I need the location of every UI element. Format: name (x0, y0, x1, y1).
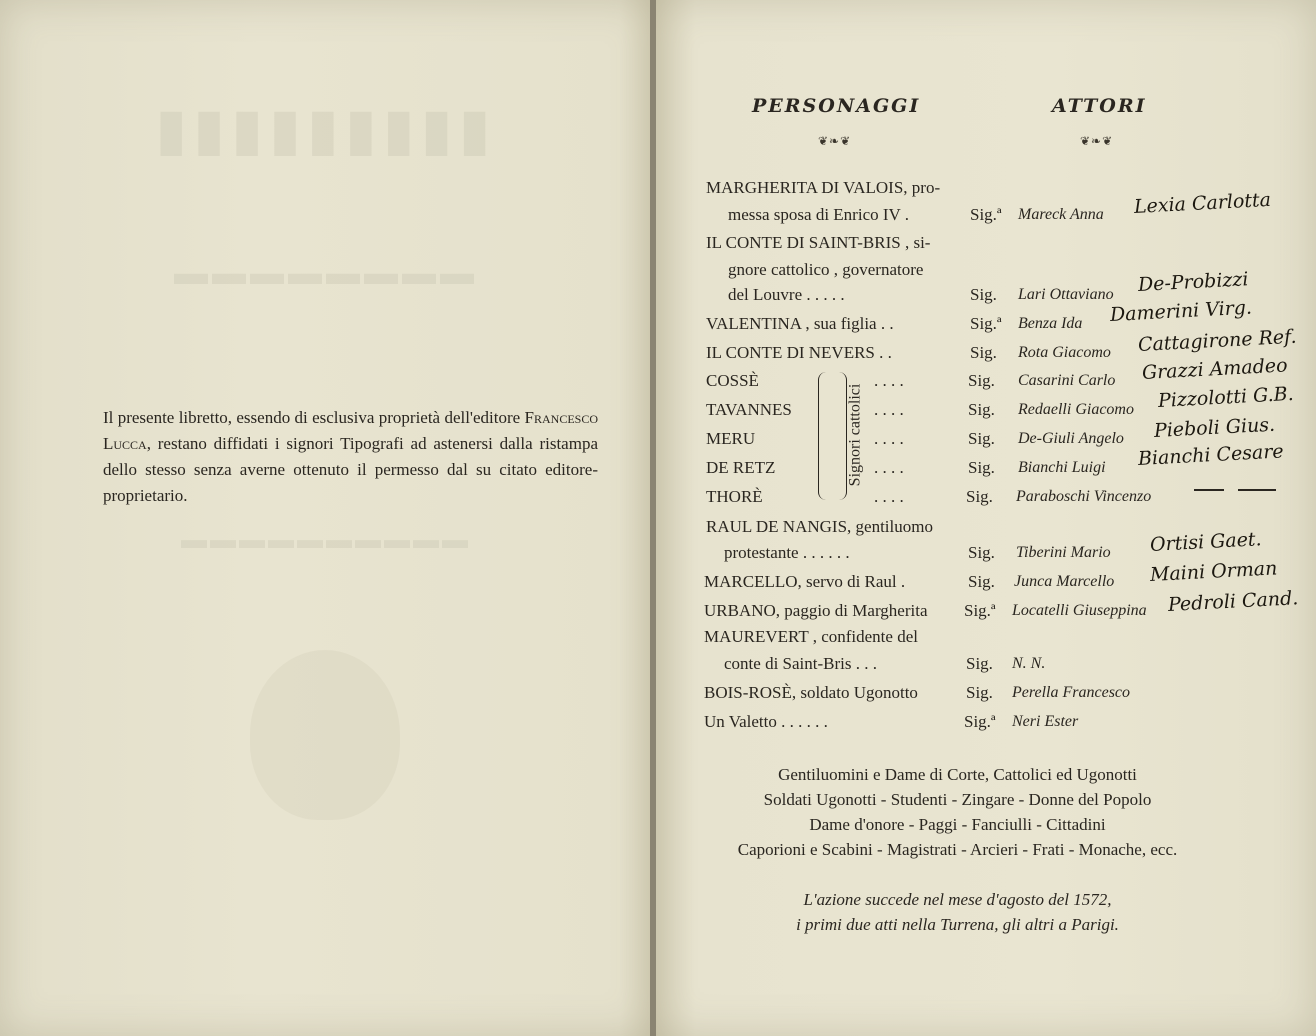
role-title: Sig. (968, 543, 995, 562)
role-title: Sig. (968, 572, 995, 591)
actor-name: Rota Giacomo (1018, 344, 1111, 361)
notice-publisher: Francesco Lucca (103, 408, 599, 453)
role-title: Sig.ª (964, 712, 996, 731)
role-dots: . . . . (874, 371, 904, 390)
header-personaggi: PERSONAGGI (752, 95, 921, 117)
actor-name: Bianchi Luigi (1018, 459, 1106, 476)
role-title: Sig.ª (964, 601, 996, 620)
role-dots: . . . . (874, 429, 904, 448)
group-label-catholic-lords: Signori cattolici (846, 383, 864, 487)
actor-name: N. N. (1012, 655, 1046, 672)
role-dots: . . . . (874, 400, 904, 419)
role-line: COSSÈ (706, 371, 759, 390)
left-page (0, 0, 652, 1036)
handwritten-annotation: Pizzolotti G.B. (1157, 382, 1295, 412)
handwritten-annotation: Pieboli Gius. (1153, 413, 1276, 442)
role-title: Sig. (968, 429, 995, 448)
actor-name: Neri Ester (1012, 713, 1079, 730)
role-title: Sig. (968, 458, 995, 477)
role-line: messa sposa di Enrico IV . (728, 205, 909, 224)
handwritten-annotation: Cattagirone Ref. (1137, 325, 1298, 356)
role-line: IL CONTE DI SAINT-BRIS , si- (706, 233, 931, 252)
actor-name: Paraboschi Vincenzo (1016, 488, 1152, 505)
handwritten-dash (1194, 489, 1224, 491)
handwritten-annotation: Pedroli Cand. (1167, 587, 1299, 616)
role-line: URBANO, paggio di Margherita (704, 601, 928, 620)
role-line: MERU (706, 429, 756, 448)
role-line: THORÈ (706, 487, 763, 506)
handwritten-annotation: Bianchi Cesare (1137, 440, 1285, 470)
handwritten-annotation: Lexia Carlotta (1133, 188, 1272, 218)
role-line: conte di Saint-Bris . . . (724, 654, 877, 673)
role-line: IL CONTE DI NEVERS . . (706, 343, 892, 362)
role-line: BOIS-ROSÈ, soldato Ugonotto (704, 683, 918, 702)
role-line: VALENTINA , sua figlia . . (706, 314, 894, 333)
handwritten-annotation: De-Probizzi (1137, 268, 1249, 296)
copyright-notice (103, 405, 598, 509)
role-line: del Louvre . . . . . (728, 285, 845, 304)
header-attori: ATTORI (1052, 95, 1147, 117)
group-bracket-left (818, 372, 829, 500)
role-title: Sig. (966, 683, 993, 702)
notice-text-1: Il presente libretto, essendo di esclusiva proprietà dell'editore (103, 408, 521, 427)
actor-name: Perella Francesco (1012, 684, 1131, 701)
actor-name: Lari Ottaviano (1018, 286, 1114, 303)
role-line: MAUREVERT , confidente del (704, 627, 918, 646)
actor-name: De-Giuli Angelo (1018, 430, 1124, 447)
setting-note (700, 887, 1215, 937)
actor-name: Benza Ida (1018, 315, 1083, 332)
role-title: Sig. (970, 285, 997, 304)
role-title: Sig.ª (970, 205, 1002, 224)
role-title: Sig.ª (970, 314, 1002, 333)
handwritten-dash (1238, 489, 1276, 491)
role-line: MARCELLO, servo di Raul . (704, 572, 906, 591)
chorus-line: Gentiluomini e Dame di Corte, Cattolici ed Ugonotti (778, 765, 1137, 784)
notice-text-2: , restano diffidati i signori Tipografi ad astenersi dalla ristampa dello stesso senza averne ottenuto il permesso dal su citato editore-proprietario. (103, 434, 598, 505)
role-line: protestante . . . . . . (724, 543, 850, 562)
actor-name: Mareck Anna (1018, 206, 1104, 223)
role-title: Sig. (966, 487, 993, 506)
role-line: RAUL DE NANGIS, gentiluomo (706, 517, 933, 536)
role-title: Sig. (966, 654, 993, 673)
ornament-right: ❦❧❦ (1080, 134, 1114, 148)
handwritten-annotation: Ortisi Gaet. (1149, 528, 1263, 556)
actor-name: Casarini Carlo (1018, 372, 1116, 389)
role-dots: . . . . (874, 458, 904, 477)
chorus-line: Soldati Ugonotti - Studenti - Zingare - Donne del Popolo (763, 790, 1152, 809)
role-title: Sig. (968, 400, 995, 419)
bleed-through-title: ▮▮▮▮▮▮▮▮▮ (155, 95, 497, 163)
role-title: Sig. (970, 343, 997, 362)
handwritten-annotation: Damerini Virg. (1109, 296, 1253, 326)
setting-line: L'azione succede nel mese d'agosto del 1572, (803, 890, 1112, 909)
role-line: TAVANNES (706, 400, 792, 419)
actor-name: Locatelli Giuseppina (1012, 602, 1147, 619)
actor-name: Tiberini Mario (1016, 544, 1111, 561)
chorus-line: Caporioni e Scabini - Magistrati - Arcieri - Frati - Monache, ecc. (737, 840, 1178, 859)
bleed-through-subtitle: ▬▬▬▬▬▬▬▬ (174, 255, 478, 292)
chorus-line: Dame d'onore - Paggi - Fanciulli - Cittadini (809, 815, 1106, 834)
bleed-through-theatre: ▬▬▬▬▬▬▬▬▬▬ (181, 525, 471, 554)
setting-line: i primi due atti nella Turrena, gli altri a Parigi. (796, 915, 1119, 934)
handwritten-annotation: Maini Orman (1149, 557, 1278, 586)
role-line: gnore cattolico , governatore (728, 260, 924, 279)
chorus-list (700, 762, 1215, 862)
role-line: Un Valetto . . . . . . (704, 712, 828, 731)
role-title: Sig. (968, 371, 995, 390)
actor-name: Junca Marcello (1014, 573, 1115, 590)
actor-name: Redaelli Giacomo (1018, 401, 1134, 418)
role-dots: . . . . (874, 487, 904, 506)
role-line: MARGHERITA DI VALOIS, pro- (706, 178, 941, 197)
ornament-left: ❦❧❦ (818, 134, 852, 148)
handwritten-annotation: Grazzi Amadeo (1141, 354, 1289, 384)
bleed-through-emblem (250, 650, 400, 820)
role-line: DE RETZ (706, 458, 776, 477)
